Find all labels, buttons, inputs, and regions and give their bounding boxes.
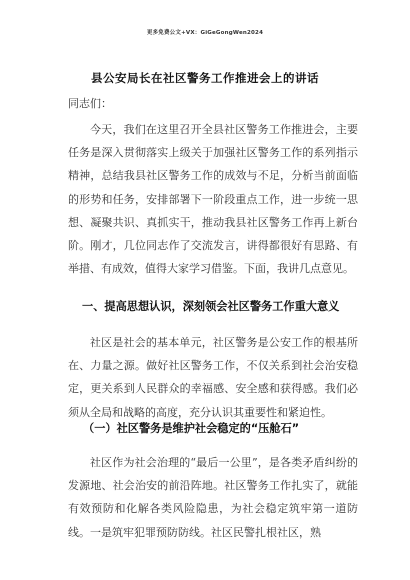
greeting: 同志们： xyxy=(68,97,112,110)
header-watermark: 更多免费公文+VX：GiGeGongWen2024 xyxy=(146,30,264,36)
paragraph-subsection-1: 社区作为社会治理的“最后一公里”，是各类矛盾纠纷的发源地、社会治安的前沿阵地。社区警务工作扎实了，就能有效预防和化解各类风险隐患，为社会稳定筑牢第一道防线。一是筑牢犯罪预防防线。社区民警扎根社区，熟 xyxy=(68,456,358,539)
paragraph-intro: 今天，我们在这里召开全县社区警务工作推进会，主要任务是深入贯彻落实上级关于加强社区警务工作的系列指示精神，总结我县社区警务工作的成效与不足，分析当前面临的形势和任务，安排部署下一阶段重点工作，进一步统一思想、凝聚共识、真抓实干，推动我县社区警务工作再上新台阶。刚才，几位同志作了交流发言，讲得都很好有思路、有举措、有成效，值得大家学习借鉴。下面，我讲几点意见。 xyxy=(68,123,358,276)
paragraph-section-1: 社区是社会的基本单元，社区警务是公安工作的根基所在、力量之源。做好社区警务工作，不仅关系到社会治安稳定，更关系到人民群众的幸福感、安全感和获得感。我们必须从全局和战略的高度，充分认识其重要性和紧迫性。 xyxy=(68,336,358,419)
section-heading-1: 一、提高思想认识，深刻领会社区警务工作重大意义 xyxy=(82,300,340,313)
document-title: 县公安局长在社区警务工作推进会上的讲话 xyxy=(91,71,319,85)
subsection-heading-1: （一）社区警务是维护社会稳定的“压舱石” xyxy=(83,422,300,435)
